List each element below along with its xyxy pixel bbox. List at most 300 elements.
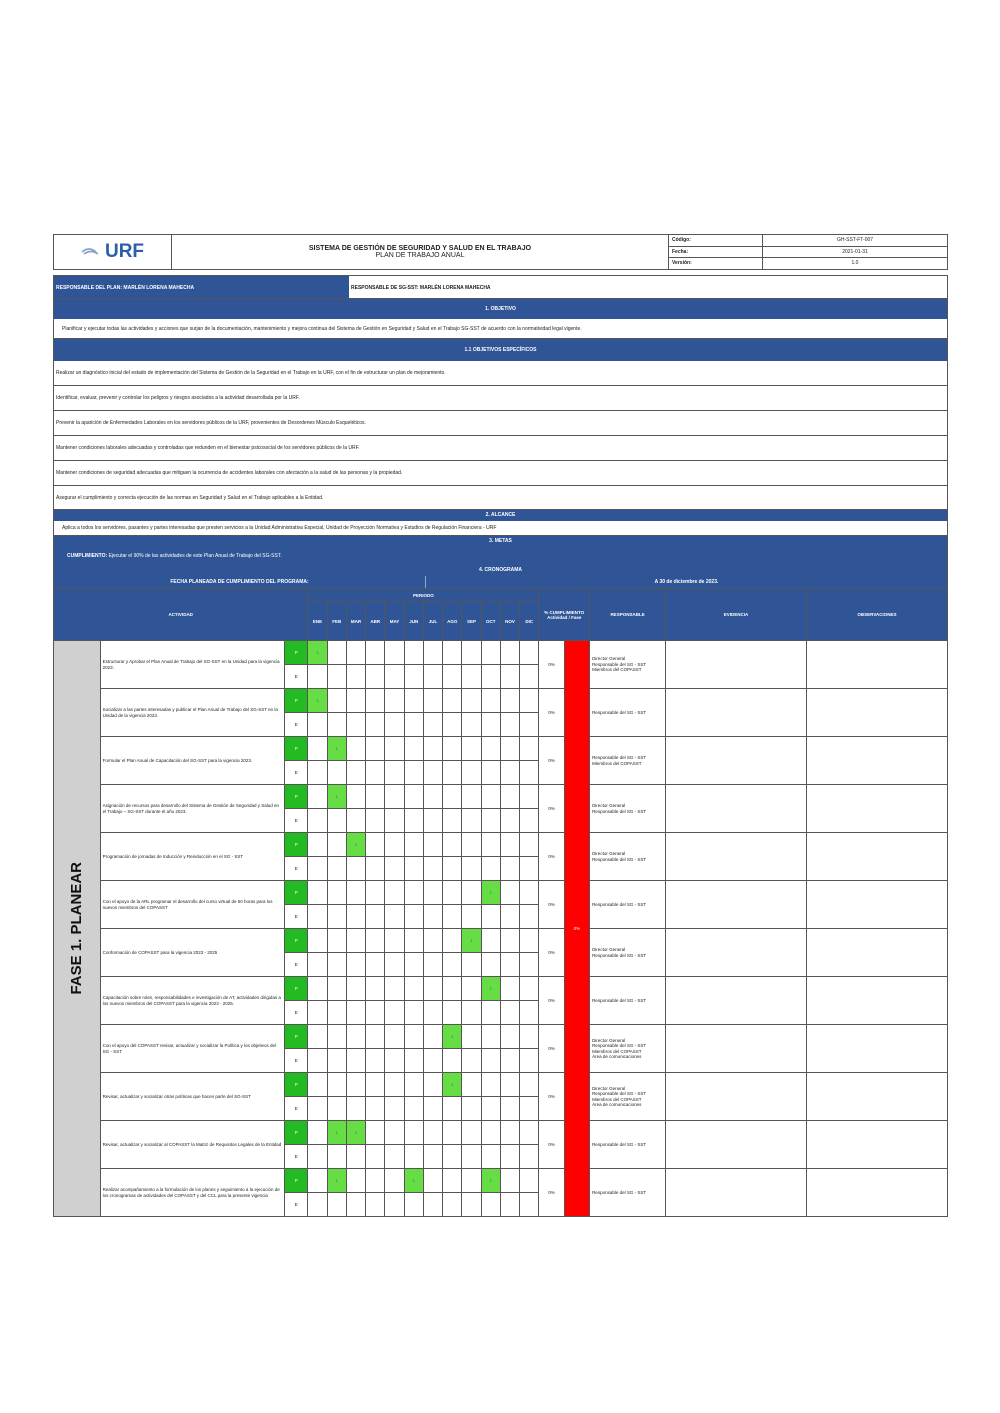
planned-month-cell[interactable] [327, 833, 346, 857]
planned-month-cell[interactable] [385, 785, 404, 809]
planned-month-cell[interactable] [443, 737, 462, 761]
executed-month-cell[interactable] [462, 905, 481, 929]
executed-month-cell[interactable] [481, 665, 500, 689]
executed-month-cell[interactable] [423, 1145, 442, 1169]
executed-month-cell[interactable] [308, 1001, 327, 1025]
executed-month-cell[interactable] [500, 809, 519, 833]
executed-month-cell[interactable] [443, 1193, 462, 1217]
executed-month-cell[interactable] [443, 905, 462, 929]
planned-month-cell[interactable] [520, 881, 539, 905]
executed-month-cell[interactable] [423, 665, 442, 689]
planned-month-cell[interactable] [481, 785, 500, 809]
executed-month-cell[interactable] [346, 905, 365, 929]
planned-month-cell[interactable] [385, 929, 404, 953]
executed-month-cell[interactable] [443, 809, 462, 833]
planned-month-mark[interactable]: 1 [404, 1169, 423, 1193]
planned-month-cell[interactable] [366, 689, 385, 713]
executed-month-cell[interactable] [462, 665, 481, 689]
executed-month-cell[interactable] [443, 953, 462, 977]
planned-month-mark[interactable]: 1 [443, 1025, 462, 1049]
executed-month-cell[interactable] [308, 905, 327, 929]
planned-month-cell[interactable] [404, 1121, 423, 1145]
evidencia-cell[interactable] [666, 833, 807, 881]
executed-month-cell[interactable] [423, 1001, 442, 1025]
executed-month-cell[interactable] [308, 761, 327, 785]
planned-month-cell[interactable] [481, 1121, 500, 1145]
planned-month-cell[interactable] [327, 977, 346, 1001]
executed-month-cell[interactable] [443, 713, 462, 737]
executed-month-cell[interactable] [520, 1145, 539, 1169]
planned-month-mark[interactable]: 1 [308, 689, 327, 713]
observaciones-cell[interactable] [806, 929, 947, 977]
planned-month-cell[interactable] [308, 881, 327, 905]
executed-month-cell[interactable] [385, 1001, 404, 1025]
planned-month-cell[interactable] [308, 929, 327, 953]
executed-month-cell[interactable] [366, 1145, 385, 1169]
planned-month-cell[interactable] [462, 641, 481, 665]
observaciones-cell[interactable] [806, 785, 947, 833]
executed-month-cell[interactable] [500, 1145, 519, 1169]
planned-month-cell[interactable] [385, 689, 404, 713]
planned-month-cell[interactable] [443, 641, 462, 665]
planned-month-mark[interactable]: 1 [346, 1121, 365, 1145]
planned-month-mark[interactable]: 1 [327, 785, 346, 809]
executed-month-cell[interactable] [500, 1097, 519, 1121]
executed-month-cell[interactable] [462, 713, 481, 737]
executed-month-cell[interactable] [423, 761, 442, 785]
executed-month-cell[interactable] [327, 857, 346, 881]
planned-month-cell[interactable] [500, 785, 519, 809]
observaciones-cell[interactable] [806, 833, 947, 881]
planned-month-cell[interactable] [346, 641, 365, 665]
planned-month-cell[interactable] [423, 1169, 442, 1193]
executed-month-cell[interactable] [346, 809, 365, 833]
executed-month-cell[interactable] [481, 713, 500, 737]
planned-month-cell[interactable] [462, 1169, 481, 1193]
planned-month-cell[interactable] [462, 881, 481, 905]
planned-month-cell[interactable] [462, 737, 481, 761]
planned-month-cell[interactable] [385, 1073, 404, 1097]
executed-month-cell[interactable] [366, 953, 385, 977]
planned-month-cell[interactable] [500, 689, 519, 713]
executed-month-cell[interactable] [366, 857, 385, 881]
executed-month-cell[interactable] [500, 1001, 519, 1025]
planned-month-cell[interactable] [500, 881, 519, 905]
planned-month-cell[interactable] [404, 1073, 423, 1097]
planned-month-cell[interactable] [462, 1121, 481, 1145]
planned-month-cell[interactable] [327, 881, 346, 905]
executed-month-cell[interactable] [404, 665, 423, 689]
planned-month-cell[interactable] [500, 929, 519, 953]
planned-month-cell[interactable] [404, 785, 423, 809]
observaciones-cell[interactable] [806, 641, 947, 689]
executed-month-cell[interactable] [423, 713, 442, 737]
planned-month-cell[interactable] [520, 689, 539, 713]
observaciones-cell[interactable] [806, 1073, 947, 1121]
executed-month-cell[interactable] [481, 1001, 500, 1025]
executed-month-cell[interactable] [385, 905, 404, 929]
planned-month-cell[interactable] [385, 1121, 404, 1145]
executed-month-cell[interactable] [404, 1049, 423, 1073]
executed-month-cell[interactable] [443, 857, 462, 881]
planned-month-cell[interactable] [462, 833, 481, 857]
executed-month-cell[interactable] [346, 1193, 365, 1217]
planned-month-cell[interactable] [481, 737, 500, 761]
executed-month-cell[interactable] [327, 809, 346, 833]
planned-month-cell[interactable] [385, 737, 404, 761]
planned-month-cell[interactable] [366, 977, 385, 1001]
executed-month-cell[interactable] [520, 1049, 539, 1073]
planned-month-cell[interactable] [462, 689, 481, 713]
executed-month-cell[interactable] [366, 1193, 385, 1217]
executed-month-cell[interactable] [500, 857, 519, 881]
planned-month-cell[interactable] [366, 833, 385, 857]
executed-month-cell[interactable] [385, 761, 404, 785]
executed-month-cell[interactable] [327, 953, 346, 977]
executed-month-cell[interactable] [462, 1049, 481, 1073]
planned-month-cell[interactable] [500, 1169, 519, 1193]
executed-month-cell[interactable] [481, 809, 500, 833]
executed-month-cell[interactable] [481, 953, 500, 977]
observaciones-cell[interactable] [806, 689, 947, 737]
planned-month-cell[interactable] [404, 737, 423, 761]
planned-month-cell[interactable] [443, 881, 462, 905]
evidencia-cell[interactable] [666, 785, 807, 833]
planned-month-cell[interactable] [308, 1121, 327, 1145]
planned-month-cell[interactable] [308, 785, 327, 809]
executed-month-cell[interactable] [385, 1145, 404, 1169]
executed-month-cell[interactable] [500, 665, 519, 689]
planned-month-cell[interactable] [346, 689, 365, 713]
planned-month-cell[interactable] [366, 1073, 385, 1097]
executed-month-cell[interactable] [520, 809, 539, 833]
planned-month-cell[interactable] [443, 833, 462, 857]
planned-month-cell[interactable] [366, 929, 385, 953]
executed-month-cell[interactable] [385, 953, 404, 977]
executed-month-cell[interactable] [520, 665, 539, 689]
planned-month-cell[interactable] [385, 1025, 404, 1049]
executed-month-cell[interactable] [481, 905, 500, 929]
executed-month-cell[interactable] [346, 1145, 365, 1169]
executed-month-cell[interactable] [404, 1193, 423, 1217]
executed-month-cell[interactable] [308, 1145, 327, 1169]
executed-month-cell[interactable] [481, 1193, 500, 1217]
planned-month-cell[interactable] [385, 977, 404, 1001]
executed-month-cell[interactable] [462, 857, 481, 881]
planned-month-cell[interactable] [366, 1025, 385, 1049]
executed-month-cell[interactable] [308, 665, 327, 689]
executed-month-cell[interactable] [500, 953, 519, 977]
planned-month-cell[interactable] [346, 929, 365, 953]
planned-month-cell[interactable] [423, 977, 442, 1001]
planned-month-cell[interactable] [443, 785, 462, 809]
planned-month-cell[interactable] [423, 689, 442, 713]
planned-month-cell[interactable] [520, 737, 539, 761]
executed-month-cell[interactable] [481, 1097, 500, 1121]
planned-month-cell[interactable] [346, 1025, 365, 1049]
executed-month-cell[interactable] [443, 1001, 462, 1025]
executed-month-cell[interactable] [520, 857, 539, 881]
executed-month-cell[interactable] [366, 1049, 385, 1073]
planned-month-cell[interactable] [520, 1121, 539, 1145]
executed-month-cell[interactable] [308, 809, 327, 833]
planned-month-cell[interactable] [423, 1073, 442, 1097]
planned-month-cell[interactable] [481, 641, 500, 665]
executed-month-cell[interactable] [423, 1097, 442, 1121]
planned-month-cell[interactable] [308, 1025, 327, 1049]
planned-month-cell[interactable] [443, 1169, 462, 1193]
planned-month-cell[interactable] [346, 737, 365, 761]
evidencia-cell[interactable] [666, 881, 807, 929]
executed-month-cell[interactable] [327, 1097, 346, 1121]
executed-month-cell[interactable] [423, 953, 442, 977]
planned-month-cell[interactable] [481, 1025, 500, 1049]
planned-month-cell[interactable] [481, 1073, 500, 1097]
planned-month-cell[interactable] [423, 881, 442, 905]
planned-month-cell[interactable] [385, 833, 404, 857]
executed-month-cell[interactable] [327, 1193, 346, 1217]
planned-month-cell[interactable] [366, 641, 385, 665]
planned-month-cell[interactable] [366, 881, 385, 905]
executed-month-cell[interactable] [327, 761, 346, 785]
planned-month-cell[interactable] [443, 929, 462, 953]
planned-month-cell[interactable] [520, 1169, 539, 1193]
planned-month-cell[interactable] [346, 1073, 365, 1097]
executed-month-cell[interactable] [481, 1049, 500, 1073]
executed-month-cell[interactable] [404, 953, 423, 977]
executed-month-cell[interactable] [500, 761, 519, 785]
planned-month-cell[interactable] [500, 737, 519, 761]
executed-month-cell[interactable] [385, 1049, 404, 1073]
executed-month-cell[interactable] [346, 1097, 365, 1121]
planned-month-cell[interactable] [327, 1073, 346, 1097]
executed-month-cell[interactable] [520, 905, 539, 929]
planned-month-cell[interactable] [366, 1121, 385, 1145]
executed-month-cell[interactable] [308, 857, 327, 881]
planned-month-cell[interactable] [308, 1169, 327, 1193]
executed-month-cell[interactable] [366, 713, 385, 737]
executed-month-cell[interactable] [308, 1049, 327, 1073]
executed-month-cell[interactable] [327, 713, 346, 737]
executed-month-cell[interactable] [481, 761, 500, 785]
executed-month-cell[interactable] [520, 713, 539, 737]
evidencia-cell[interactable] [666, 737, 807, 785]
planned-month-mark[interactable]: 1 [481, 977, 500, 1001]
planned-month-cell[interactable] [500, 977, 519, 1001]
planned-month-cell[interactable] [520, 641, 539, 665]
executed-month-cell[interactable] [404, 905, 423, 929]
executed-month-cell[interactable] [520, 761, 539, 785]
executed-month-cell[interactable] [385, 809, 404, 833]
observaciones-cell[interactable] [806, 1169, 947, 1217]
executed-month-cell[interactable] [404, 809, 423, 833]
planned-month-cell[interactable] [500, 1025, 519, 1049]
executed-month-cell[interactable] [308, 953, 327, 977]
executed-month-cell[interactable] [366, 1001, 385, 1025]
evidencia-cell[interactable] [666, 1025, 807, 1073]
executed-month-cell[interactable] [385, 857, 404, 881]
executed-month-cell[interactable] [327, 665, 346, 689]
planned-month-cell[interactable] [443, 689, 462, 713]
executed-month-cell[interactable] [404, 1001, 423, 1025]
planned-month-cell[interactable] [481, 689, 500, 713]
planned-month-cell[interactable] [346, 1169, 365, 1193]
planned-month-cell[interactable] [423, 641, 442, 665]
executed-month-cell[interactable] [520, 1193, 539, 1217]
planned-month-cell[interactable] [366, 737, 385, 761]
planned-month-cell[interactable] [500, 641, 519, 665]
executed-month-cell[interactable] [481, 1145, 500, 1169]
executed-month-cell[interactable] [404, 713, 423, 737]
planned-month-cell[interactable] [462, 785, 481, 809]
planned-month-cell[interactable] [423, 1025, 442, 1049]
executed-month-cell[interactable] [366, 905, 385, 929]
planned-month-cell[interactable] [423, 833, 442, 857]
planned-month-cell[interactable] [481, 929, 500, 953]
executed-month-cell[interactable] [423, 905, 442, 929]
executed-month-cell[interactable] [423, 1193, 442, 1217]
executed-month-cell[interactable] [404, 857, 423, 881]
planned-month-cell[interactable] [423, 737, 442, 761]
planned-month-mark[interactable]: 1 [346, 833, 365, 857]
executed-month-cell[interactable] [443, 1145, 462, 1169]
planned-month-cell[interactable] [423, 785, 442, 809]
executed-month-cell[interactable] [346, 665, 365, 689]
planned-month-cell[interactable] [404, 881, 423, 905]
executed-month-cell[interactable] [423, 1049, 442, 1073]
executed-month-cell[interactable] [404, 1097, 423, 1121]
planned-month-mark[interactable]: 1 [327, 1169, 346, 1193]
executed-month-cell[interactable] [443, 761, 462, 785]
planned-month-cell[interactable] [308, 977, 327, 1001]
executed-month-cell[interactable] [481, 857, 500, 881]
executed-month-cell[interactable] [462, 1193, 481, 1217]
planned-month-cell[interactable] [366, 785, 385, 809]
executed-month-cell[interactable] [308, 1097, 327, 1121]
executed-month-cell[interactable] [500, 1049, 519, 1073]
planned-month-cell[interactable] [404, 641, 423, 665]
executed-month-cell[interactable] [385, 1097, 404, 1121]
evidencia-cell[interactable] [666, 641, 807, 689]
planned-month-mark[interactable]: 1 [481, 1169, 500, 1193]
planned-month-cell[interactable] [385, 881, 404, 905]
executed-month-cell[interactable] [366, 761, 385, 785]
planned-month-cell[interactable] [520, 1025, 539, 1049]
evidencia-cell[interactable] [666, 1073, 807, 1121]
planned-month-cell[interactable] [500, 1073, 519, 1097]
executed-month-cell[interactable] [423, 857, 442, 881]
executed-month-cell[interactable] [366, 1097, 385, 1121]
executed-month-cell[interactable] [346, 953, 365, 977]
executed-month-cell[interactable] [327, 905, 346, 929]
planned-month-mark[interactable]: 1 [443, 1073, 462, 1097]
planned-month-cell[interactable] [404, 833, 423, 857]
planned-month-cell[interactable] [462, 1025, 481, 1049]
planned-month-cell[interactable] [443, 977, 462, 1001]
executed-month-cell[interactable] [327, 1145, 346, 1169]
planned-month-cell[interactable] [346, 785, 365, 809]
planned-month-cell[interactable] [443, 1121, 462, 1145]
planned-month-cell[interactable] [520, 929, 539, 953]
planned-month-cell[interactable] [327, 1025, 346, 1049]
executed-month-cell[interactable] [327, 1049, 346, 1073]
evidencia-cell[interactable] [666, 689, 807, 737]
observaciones-cell[interactable] [806, 737, 947, 785]
executed-month-cell[interactable] [346, 713, 365, 737]
planned-month-mark[interactable]: 1 [462, 929, 481, 953]
executed-month-cell[interactable] [327, 1001, 346, 1025]
planned-month-cell[interactable] [500, 833, 519, 857]
executed-month-cell[interactable] [346, 1001, 365, 1025]
executed-month-cell[interactable] [443, 665, 462, 689]
observaciones-cell[interactable] [806, 881, 947, 929]
planned-month-cell[interactable] [404, 1025, 423, 1049]
executed-month-cell[interactable] [385, 713, 404, 737]
planned-month-mark[interactable]: 1 [481, 881, 500, 905]
executed-month-cell[interactable] [462, 809, 481, 833]
planned-month-cell[interactable] [520, 833, 539, 857]
evidencia-cell[interactable] [666, 1169, 807, 1217]
planned-month-cell[interactable] [308, 833, 327, 857]
planned-month-cell[interactable] [520, 1073, 539, 1097]
executed-month-cell[interactable] [500, 905, 519, 929]
planned-month-cell[interactable] [423, 929, 442, 953]
planned-month-cell[interactable] [404, 689, 423, 713]
planned-month-cell[interactable] [327, 641, 346, 665]
executed-month-cell[interactable] [404, 1145, 423, 1169]
planned-month-cell[interactable] [520, 785, 539, 809]
planned-month-cell[interactable] [308, 1073, 327, 1097]
observaciones-cell[interactable] [806, 977, 947, 1025]
planned-month-cell[interactable] [327, 929, 346, 953]
planned-month-cell[interactable] [520, 977, 539, 1001]
executed-month-cell[interactable] [462, 761, 481, 785]
executed-month-cell[interactable] [385, 1193, 404, 1217]
evidencia-cell[interactable] [666, 977, 807, 1025]
executed-month-cell[interactable] [500, 1193, 519, 1217]
planned-month-cell[interactable] [462, 977, 481, 1001]
executed-month-cell[interactable] [385, 665, 404, 689]
executed-month-cell[interactable] [346, 761, 365, 785]
planned-month-cell[interactable] [500, 1121, 519, 1145]
evidencia-cell[interactable] [666, 929, 807, 977]
executed-month-cell[interactable] [443, 1049, 462, 1073]
executed-month-cell[interactable] [423, 809, 442, 833]
planned-month-mark[interactable]: 1 [308, 641, 327, 665]
executed-month-cell[interactable] [462, 1097, 481, 1121]
executed-month-cell[interactable] [346, 1049, 365, 1073]
planned-month-cell[interactable] [346, 977, 365, 1001]
planned-month-mark[interactable]: 1 [327, 737, 346, 761]
planned-month-cell[interactable] [462, 1073, 481, 1097]
executed-month-cell[interactable] [366, 665, 385, 689]
executed-month-cell[interactable] [520, 1097, 539, 1121]
observaciones-cell[interactable] [806, 1121, 947, 1169]
evidencia-cell[interactable] [666, 1121, 807, 1169]
executed-month-cell[interactable] [366, 809, 385, 833]
planned-month-cell[interactable] [308, 737, 327, 761]
planned-month-cell[interactable] [385, 1169, 404, 1193]
executed-month-cell[interactable] [404, 761, 423, 785]
planned-month-cell[interactable] [481, 833, 500, 857]
planned-month-mark[interactable]: 1 [327, 1121, 346, 1145]
executed-month-cell[interactable] [462, 1001, 481, 1025]
planned-month-cell[interactable] [385, 641, 404, 665]
executed-month-cell[interactable] [520, 953, 539, 977]
planned-month-cell[interactable] [346, 881, 365, 905]
observaciones-cell[interactable] [806, 1025, 947, 1073]
planned-month-cell[interactable] [404, 929, 423, 953]
